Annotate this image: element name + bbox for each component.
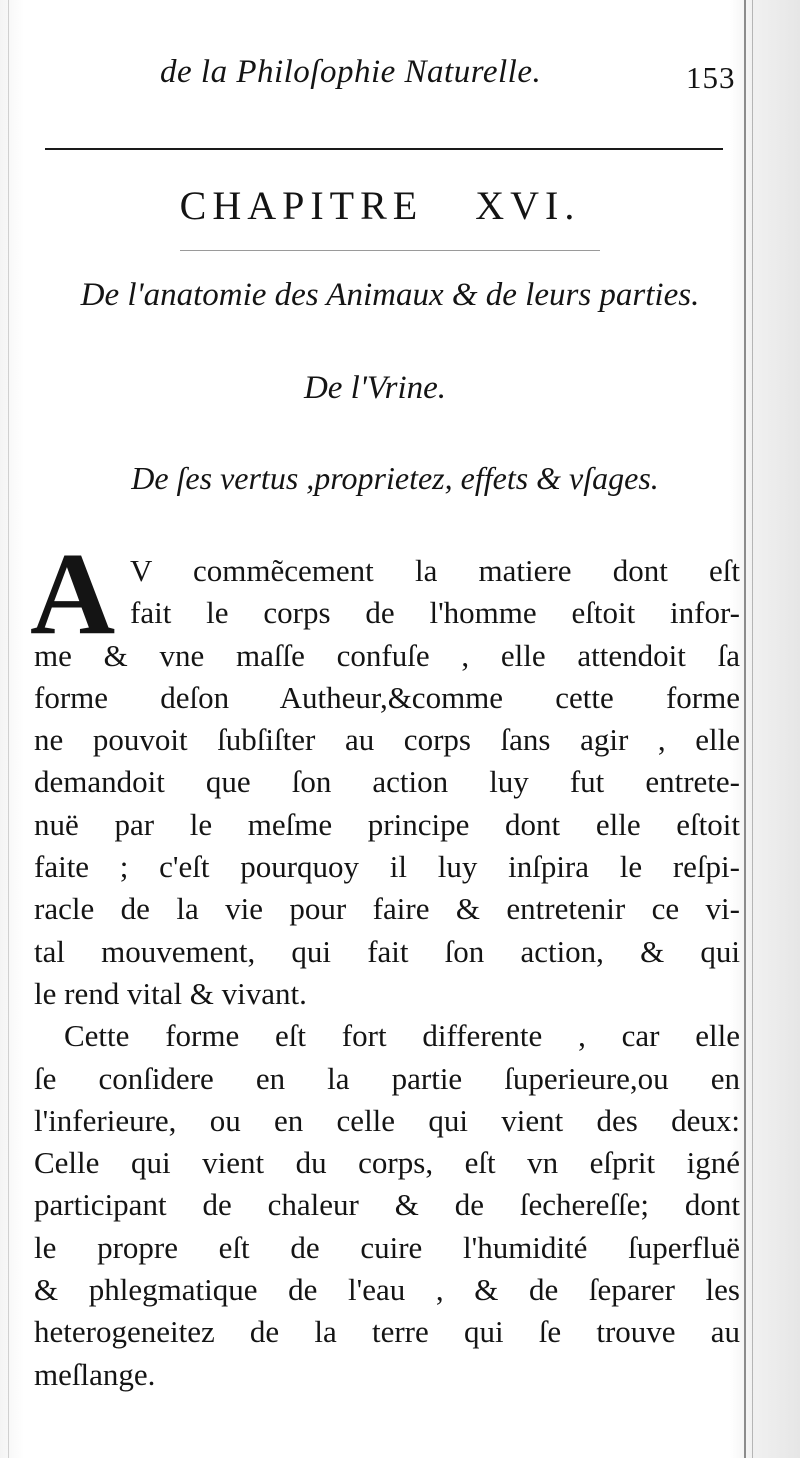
text-line: V commẽcement la matiere dont eſt	[130, 553, 740, 588]
text-line: participant de chaleur & de ſechereſſe; dont	[34, 1187, 740, 1223]
text-line: racle de la vie pour faire & entretenir ce vi-	[34, 891, 740, 927]
chapter-subtitle: De l'anatomie des Animaux & de leurs parties.	[80, 277, 700, 313]
text-line: Cette forme eſt fort differente , car elle	[64, 1018, 740, 1054]
chapter-number: XVI.	[475, 183, 581, 228]
text-line: ne pouvoit ſubſiſter au corps ſans agir , elle	[34, 722, 740, 758]
chapter-rule	[180, 250, 600, 251]
text-line: heterogeneitez de la terre qui ſe trouve au	[34, 1314, 740, 1350]
text-line: fait le corps de l'homme eſtoit infor-	[130, 595, 740, 631]
text-line: demandoit que ſon action luy fut entrete-	[34, 764, 740, 800]
text-line: nuë par le meſme principe dont elle eſtoit	[34, 806, 740, 842]
text-line: Celle qui vient du corps, eſt vn eſprit igné	[34, 1145, 740, 1181]
text-line: tal mouvement, qui fait ſon action, & qui	[34, 933, 740, 969]
drop-cap: A	[30, 528, 116, 659]
header-rule	[45, 148, 723, 150]
section-title: De l'Vrine.	[303, 370, 447, 406]
text-line: l'inferieure, ou en celle qui vient des deux:	[34, 1102, 740, 1138]
chapter-heading	[0, 182, 760, 229]
text-line: meſlange.	[34, 1356, 156, 1392]
text-line: le rend vital & vivant.	[34, 975, 307, 1011]
running-title: de la Philoſophie Naturelle.	[160, 54, 542, 90]
body-text	[34, 550, 740, 1396]
text-line: ſe conſidere en la partie ſuperieure,ou en	[34, 1060, 740, 1096]
text-line: forme deſon Autheur,&comme cette forme	[34, 679, 740, 715]
text-line: faite ; c'eſt pourquoy il luy inſpira le reſpi-	[34, 849, 740, 885]
text-line: le propre eſt de cuire l'humidité ſuperfluë	[34, 1229, 740, 1265]
chapter-label: CHAPITRE	[179, 183, 424, 228]
text-line: me & vne maſſe confuſe , elle attendoit ſa	[34, 637, 740, 673]
section-subtitle: De ſes vertus ,proprietez, effets & vſages.	[131, 460, 659, 496]
page-number: 153	[686, 60, 736, 95]
text-line: & phlegmatique de l'eau , & de ſeparer les	[34, 1272, 740, 1308]
